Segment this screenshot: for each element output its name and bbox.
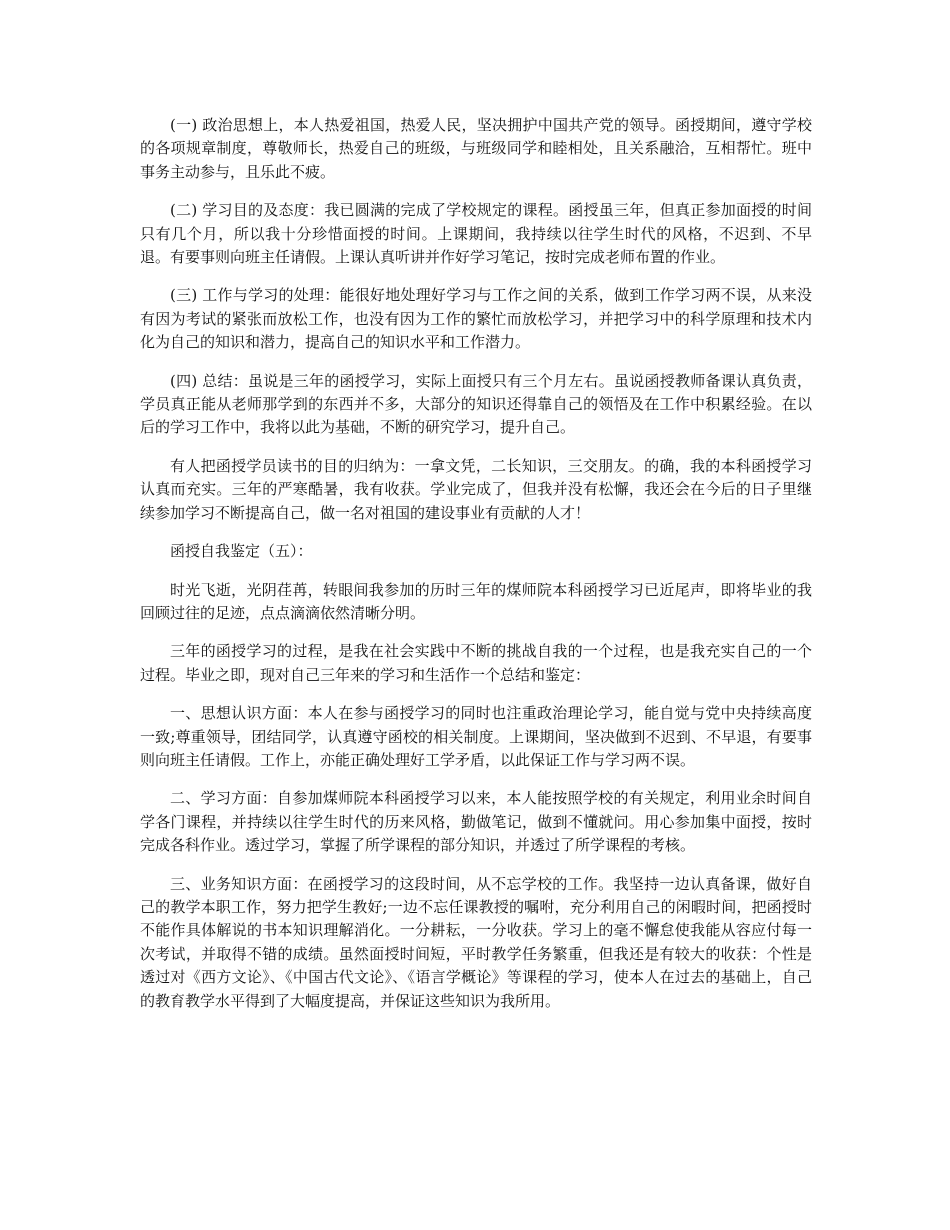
paragraph-politics: (一) 政治思想上，本人热爱祖国，热爱人民，坚决拥护中国共产党的领导。函授期间，遵守学校的各项规章制度，尊敬师长，热爱自己的班级，与班级同学和睦相处，且关系融洽，互相帮忙。班中事务主动参与，且乐此不疲。 — [140, 116, 812, 181]
paragraph-study-attitude: (二) 学习目的及态度：我已圆满的完成了学校规定的课程。函授虽三年，但真正参加面授的时间只有几个月，所以我十分珍惜面授的时间。上课期间，我持续以往学生时代的风格，不迟到、不早退。有要事则向班主任请假。上课认真听讲并作好学习笔记，按时完成老师布置的作业。 — [140, 201, 812, 267]
document-body — [140, 114, 812, 1028]
paragraph-business-knowledge: 三、业务知识方面：在函授学习的这段时间，从不忘学校的工作。我坚持一边认真备课，做好自己的教学本职工作，努力把学生教好;一边不忘任课教授的嘱咐，充分利用自己的闲暇时间，把函授时不能作具体解说的书本知识理解消化。一分耕耘，一分收获。学习上的毫不懈怠使我能从容应付每一次考试，并取得不错的成绩。虽然面授时间短，平时教学任务繁重，但我还是有较大的收获：个性是透过对《西方文论》、《中国古代文论》、《语言学概论》等课程的学习，使本人在过去的基础上，自己的教育教学水平得到了大幅度提高，并保证这些知识为我所用。 — [140, 874, 812, 1010]
paragraph-learning: 二、学习方面：自参加煤师院本科函授学习以来，本人能按照学校的有关规定，利用业余时间自学各门课程，并持续以往学生时代的历来风格，勤做笔记，做到不懂就问。用心参加集中面授，按时完成各科作业。透过学习，掌握了所学课程的部分知识，并透过了所学课程的考核。 — [140, 789, 812, 855]
section-heading: 函授自我鉴定（五）： — [170, 542, 313, 561]
paragraph-intro: 时光飞逝，光阴荏苒，转眼间我参加的历时三年的煤师院本科函授学习已近尾声，即将毕业的我回顾过往的足迹，点点滴滴依然清晰分明。 — [140, 580, 812, 622]
paragraph-process: 三年的函授学习的过程，是我在社会实践中不断的挑战自我的一个过程，也是我充实自己的一个过程。毕业之即，现对自己三年来的学习和生活作一个总结和鉴定： — [140, 642, 812, 684]
paragraph-purpose: 有人把函授学员读书的目的归纳为：一拿文凭，二长知识，三交朋友。的确，我的本科函授学习认真而充实。三年的严寒酷暑，我有收获。学业完成了，但我并没有松懈，我还会在今后的日子里继续参加学习不断提高自己，做一名对祖国的建设事业有贡献的人才！ — [140, 456, 812, 522]
paragraph-work-study: (三) 工作与学习的处理：能很好地处理好学习与工作之间的关系，做到工作学习两不误，从来没有因为考试的紧张而放松工作，也没有因为工作的繁忙而放松学习，并把学习中的科学原理和技术内化为自己的知识和潜力，提高自己的知识水平和工作潜力。 — [140, 286, 812, 352]
paragraph-summary: (四) 总结：虽说是三年的函授学习，实际上面授只有三个月左右。虽说函授教师备课认真负责，学员真正能从老师那学到的东西并不多，大部分的知识还得靠自己的领悟及在工作中积累经验。在以后的学习工作中，我将以此为基础，不断的研究学习，提升自己。 — [140, 371, 812, 437]
paragraph-thought: 一、思想认识方面：本人在参与函授学习的同时也注重政治理论学习，能自觉与党中央持续高度一致;尊重领导，团结同学，认真遵守函校的相关制度。上课期间，坚决做到不迟到、不早退，有要事则向班主任请假。工作上，亦能正确处理好工学矛盾，以此保证工作与学习两不误。 — [140, 704, 812, 769]
